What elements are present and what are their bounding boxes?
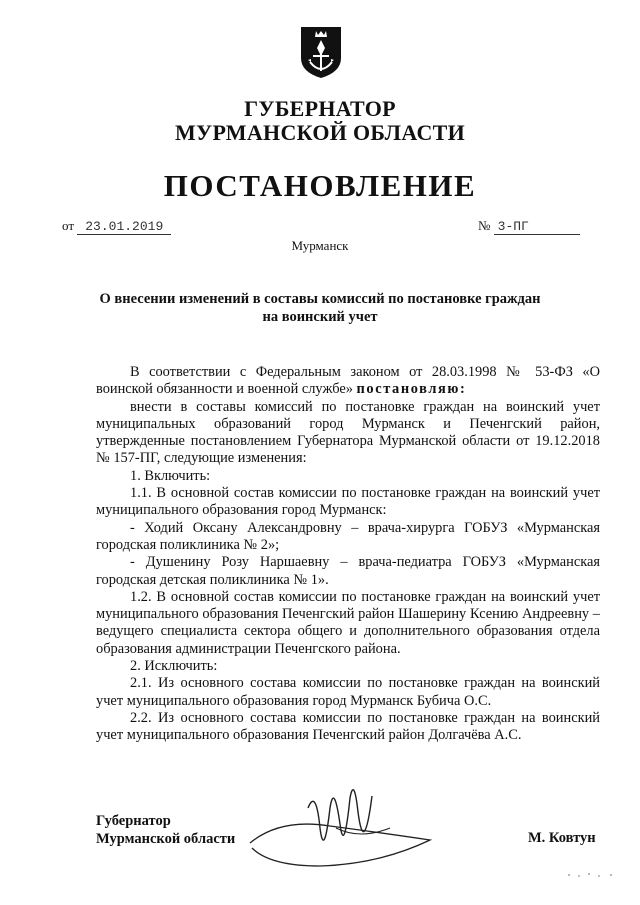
city-name: Мурманск — [291, 238, 349, 253]
signatory-position-line2: Мурманской области — [96, 831, 236, 847]
body-paragraph: 2. Исключить: — [130, 658, 218, 675]
subject-line1: О внесении изменений в составы комиссий по постановке граждан — [99, 291, 541, 307]
signatory-position-line1: Губернатор — [96, 813, 171, 829]
body-intro-paragraph — [96, 364, 600, 399]
body-paragraph: 2.1. Из основного состава комиссии по постановке граждан на воинский учет муниципального образования город Мурманск Бубича О.С. — [96, 675, 600, 709]
subject-line2: на воинский учет — [262, 309, 378, 325]
handwritten-signature — [240, 768, 440, 878]
body-paragraph: 1.1. В основной состав комиссии по постановке граждан на воинский учет муниципального образования город Мурманск: — [96, 485, 600, 519]
body-paragraph: 1.2. В основной состав комиссии по постановке граждан на воинский учет муниципального образования Печенгский район Шашерину Ксению Андреевну – ведущего специалиста сектора общего и дополнительного образования отдела образования администрации Печенгского района. — [96, 588, 600, 657]
decree-word: постановляю: — [356, 381, 467, 398]
body-paragraph: - Ходий Оксану Александровну – врача-хирурга ГОБУЗ «Мурманская городская поликлиника № 2»; — [96, 519, 600, 553]
body-paragraph: внести в составы комиссий по постановке граждан на воинский учет муниципальных образований город Мурманск и Печенгский район, утвержденные постановлением Губернатора Мурманской области от 19.12.2018 № 157-ПГ, следующие изменения: — [96, 398, 600, 467]
date-value: 23.01.2019 — [77, 220, 171, 235]
murmansk-coat-of-arms-icon — [298, 24, 344, 80]
decree-body — [96, 364, 600, 745]
signatory-position — [96, 812, 235, 848]
body-paragraph: - Душенину Розу Наршаевну – врача-педиатра ГОБУЗ «Мурманская городская детская поликлиника № 1». — [96, 554, 600, 588]
document-type-title: ПОСТАНОВЛЕНИЕ — [163, 168, 477, 203]
body-intro: В соответствии с Федеральным законом от 28.03.1998 № 53-ФЗ «О воинской обязанности и военной службе» — [96, 364, 600, 398]
document-number — [478, 218, 580, 235]
governor-title-line2: МУРМАНСКОЙ ОБЛАСТИ — [174, 120, 466, 145]
number-prefix: № — [478, 218, 491, 233]
document-date — [62, 218, 171, 235]
governor-title-line1: ГУБЕРНАТОР — [244, 96, 396, 121]
number-value: 3-ПГ — [494, 220, 580, 235]
body-paragraph: 1. Включить: — [130, 467, 211, 484]
date-prefix: от — [62, 218, 75, 233]
body-paragraph: 2.2. Из основного состава комиссии по постановке граждан на воинский учет муниципального образования Печенгский район Долгачёва А.С. — [96, 709, 600, 744]
signatory-name: М. Ковтун — [528, 830, 596, 846]
scan-specks — [565, 870, 625, 880]
